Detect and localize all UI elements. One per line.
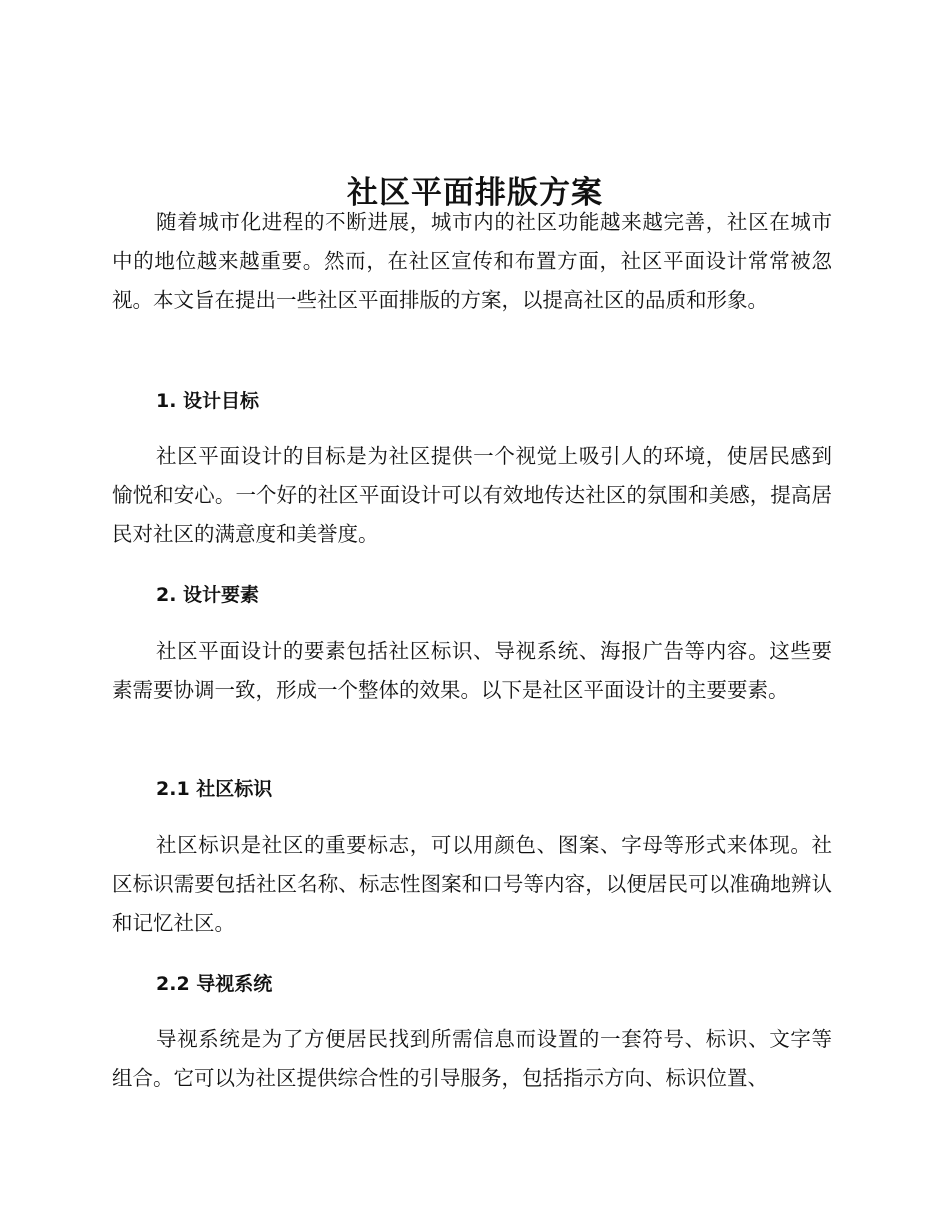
section-body-community-logo: 社区标识是社区的重要标志，可以用颜色、图案、字母等形式来体现。社区标识需要包括社区名称、标志性图案和口号等内容，以便居民可以准确地辨认和记忆社区。: [112, 833, 832, 935]
section-heading-design-elements: 2. 设计要素: [156, 584, 260, 606]
section-heading-wayfinding: 2.2 导视系统: [156, 973, 273, 995]
section-body-design-elements: 社区平面设计的要素包括社区标识、导视系统、海报广告等内容。这些要素需要协调一致，形成一个整体的效果。以下是社区平面设计的主要要素。: [112, 639, 832, 702]
section-body-design-goal: 社区平面设计的目标是为社区提供一个视觉上吸引人的环境，使居民感到愉悦和安心。一个好的社区平面设计可以有效地传达社区的氛围和美感，提高居民对社区的满意度和美誉度。: [112, 444, 832, 546]
section-body-wayfinding: 导视系统是为了方便居民找到所需信息而设置的一套符号、标识、文字等组合。它可以为社区提供综合性的引导服务，包括指示方向、标识位置、: [112, 1027, 832, 1090]
intro-paragraph: 随着城市化进程的不断进展，城市内的社区功能越来越完善，社区在城市中的地位越来越重要。然而，在社区宣传和布置方面，社区平面设计常常被忽视。本文旨在提出一些社区平面排版的方案，以提高社区的品质和形象。: [112, 210, 832, 312]
section-heading-design-goal: 1. 设计目标: [156, 390, 260, 412]
document-title: 社区平面排版方案: [347, 174, 603, 211]
section-heading-community-logo: 2.1 社区标识: [156, 778, 273, 800]
